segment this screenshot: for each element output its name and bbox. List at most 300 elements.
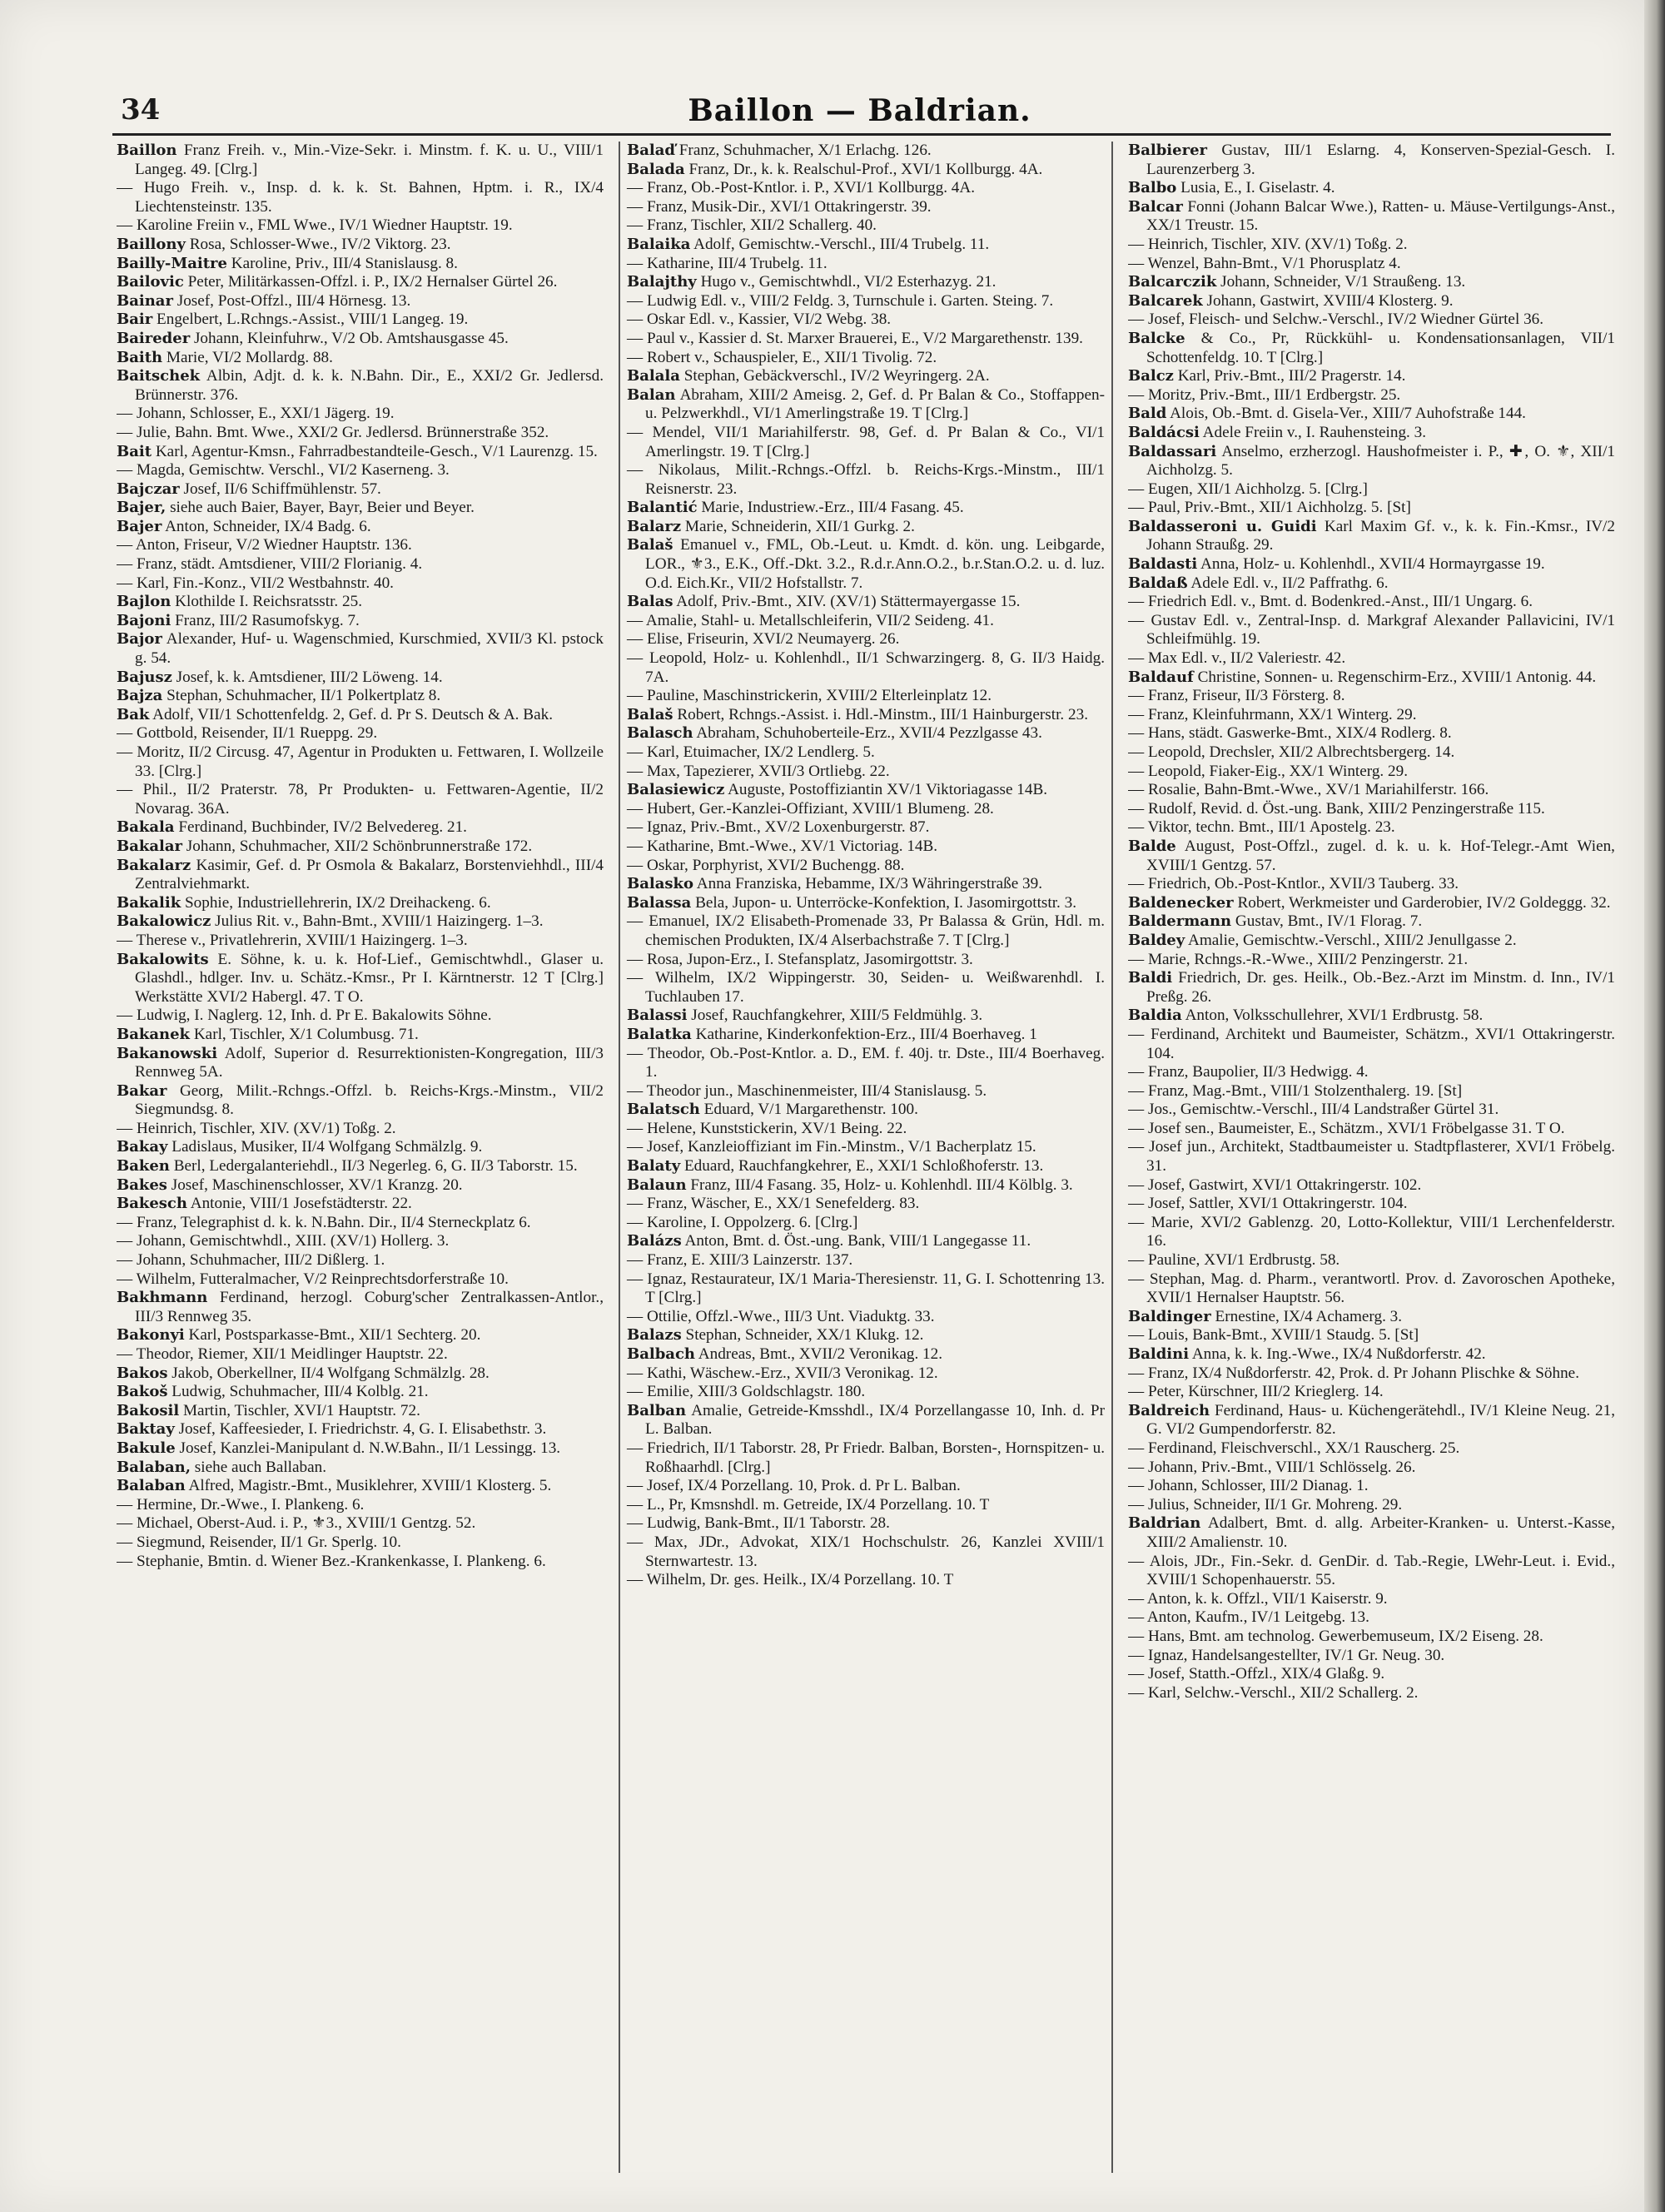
directory-entry [1128, 838, 1615, 875]
entry-details: — Rosa, Jupon-Erz., I. Stefansplatz, Jasomirgottstr. 3. [627, 950, 973, 968]
directory-entry [117, 593, 604, 612]
directory-entry [627, 349, 1105, 368]
entry-surname: Balaď [627, 142, 675, 159]
directory-entry [117, 443, 604, 462]
entry-surname: Bakalarz [117, 856, 191, 874]
directory-entry [1128, 518, 1615, 555]
entry-details: — Max, JDr., Advokat, XIX/1 Hochschulstr. 26, Kanzlei XVIII/1 Sternwartestr. 13. [627, 1533, 1105, 1570]
directory-entry [117, 574, 604, 594]
entry-surname: Bakanowski [117, 1044, 218, 1062]
entry-details: — Pauline, XVI/1 Erdbrustg. 58. [1128, 1251, 1340, 1270]
directory-entry [627, 800, 1105, 819]
directory-entry [627, 1120, 1105, 1139]
directory-entry [1128, 1496, 1615, 1515]
entry-details: Friedrich, Dr. ges. Heilk., Ob.-Bez.-Arzt im Minstm. d. Inn., IV/1 Preßg. 26. [1146, 969, 1615, 1006]
entry-details: — Josef, Fleisch- und Selchw.-Verschl., IV/2 Wiedner Gürtel 36. [1128, 311, 1544, 329]
header-rule [112, 133, 1611, 136]
entry-details: — Alois, JDr., Fin.-Sekr. d. GenDir. d. Tab.-Regie, LWehr-Leut. i. Evid., XVIII/1 Schopenhauerstr. 55. [1128, 1552, 1615, 1589]
entry-details: — Hugo Freih. v., Insp. d. k. k. St. Bahnen, Hptm. i. R., IX/4 Liechtensteinstr. 135. [117, 179, 604, 216]
entry-details: Lusia, E., I. Giselastr. 4. [1180, 179, 1335, 197]
entry-details: Amalie, Gemischtw.-Verschl., XIII/2 Jenullgasse 2. [1187, 931, 1517, 949]
entry-details: siehe auch Baier, Bayer, Bayr, Beier und Beyer. [170, 499, 475, 517]
entry-details: — Johann, Gemischtwhdl., XIII. (XV/1) Hollerg. 3. [117, 1232, 450, 1250]
entry-surname: Balaš [627, 705, 673, 723]
entry-details: Stephan, Gebäckverschl., IV/2 Weyringerg. 2A. [683, 367, 990, 385]
directory-entry [117, 894, 604, 913]
directory-entry [1128, 593, 1615, 612]
entry-details: — Karoline Freiin v., FML Wwe., IV/1 Wiedner Hauptstr. 19. [117, 216, 513, 235]
directory-entry [1128, 311, 1615, 330]
directory-entry [1128, 912, 1615, 932]
entry-details: — Magda, Gemischtw. Verschl., VI/2 Kaserneng. 3. [117, 461, 450, 480]
entry-details: Karl, Tischler, X/1 Columbusg. 71. [193, 1025, 419, 1043]
entry-details: Ladislaus, Musiker, II/4 Wolfgang Schmälzlg. 9. [171, 1138, 483, 1156]
entry-details: — Robert v., Schauspieler, E., XII/1 Tivolig. 72. [627, 348, 937, 366]
page-header [121, 93, 1598, 135]
directory-entry [117, 1270, 604, 1290]
directory-entry [117, 1026, 604, 1045]
entry-details: — Eugen, XII/1 Aichholzg. 5. [Clrg.] [1128, 480, 1368, 498]
directory-entry [627, 1496, 1105, 1515]
directory-entry [1128, 1007, 1615, 1026]
directory-entry [117, 1402, 604, 1421]
directory-entry [1128, 1477, 1615, 1496]
directory-entry [627, 367, 1105, 386]
entry-details: — Anton, k. k. Offzl., VII/1 Kaiserstr. 9. [1128, 1589, 1388, 1608]
entry-details: Ferdinand, Haus- u. Küchengerätehdl., IV/1 Kleine Neug. 21, G. VI/2 Gumpendorferstr. 82. [1146, 1401, 1615, 1439]
directory-entry [1128, 499, 1615, 518]
directory-entry [1128, 1590, 1615, 1609]
directory-entry [117, 349, 604, 368]
entry-details: — Marie, Rchngs.-R.-Wwe., XIII/2 Penzingerstr. 21. [1128, 950, 1469, 968]
entry-details: Anton, Bmt. d. Öst.-ung. Bank, VIII/1 Langegasse 11. [684, 1232, 1031, 1250]
entry-details: Klothilde I. Reichsratsstr. 25. [175, 593, 363, 611]
directory-entry [627, 292, 1105, 311]
directory-entry [117, 518, 604, 537]
entry-details: Abraham, XIII/2 Ameisg. 2, Gef. d. Pr Balan & Co., Stoffappen- u. Pelzwerkhdl., VI/1 Amerlingstraße 19. T [Clrg.] [645, 385, 1105, 423]
directory-entry [627, 499, 1105, 518]
entry-details: — Paul v., Kassier d. St. Marxer Brauerei, E., V/2 Margarethenstr. 139. [627, 329, 1083, 347]
entry-details: Adele Edl. v., II/2 Paffrathg. 6. [1190, 574, 1389, 592]
entry-surname: Baken [117, 1157, 170, 1176]
directory-entry [1128, 1308, 1615, 1327]
directory-entry [627, 649, 1105, 687]
entry-details: — Hans, städt. Gaswerke-Bmt., XIX/4 Rodlerg. 8. [1128, 724, 1452, 743]
entry-details: & Co., Pr, Rückkühl- u. Kondensationsanlagen, VII/1 Schottenfeldg. 10. T [Clrg.] [1146, 329, 1615, 366]
entry-details: — Julie, Bahn. Bmt. Wwe., XXI/2 Gr. Jedlersd. Brünnerstraße 352. [117, 423, 549, 441]
entry-details: — Franz, Tischler, XII/2 Schallerg. 40. [627, 216, 877, 235]
entry-details: Alfred, Magistr.-Bmt., Musiklehrer, XVIII/1 Klosterg. 5. [188, 1477, 552, 1495]
entry-details: — Jos., Gemischtw.-Verschl., III/4 Landstraßer Gürtel 31. [1128, 1101, 1499, 1119]
entry-details: — Emanuel, IX/2 Elisabeth-Promenade 33, Pr Balassa & Grün, Hdl. m. chemischen Produkten, IX/4 Alserbachstraße 7. T [Clrg.] [627, 912, 1105, 949]
entry-details: — Theodor, Ob.-Post-Kntlor. a. D., EM. f. 40j. tr. Dste., III/4 Boerhaveg. 1. [627, 1044, 1105, 1081]
entry-details: — Moritz, II/2 Circusg. 47, Agentur in Produkten u. Fettwaren, I. Wollzeile 33. [Clrg.] [117, 743, 604, 780]
entry-details: — Ferdinand, Architekt und Baumeister, Schätzm., XVI/1 Ottakringerstr. 104. [1128, 1025, 1615, 1062]
directory-entry [627, 724, 1105, 743]
directory-entry [1128, 1402, 1615, 1439]
directory-entry [1128, 255, 1615, 274]
entry-surname: Balbach [627, 1345, 696, 1363]
entry-surname: Bakes [117, 1176, 167, 1194]
entry-details: Sophie, Industriellehrerin, IX/2 Dreihackeng. 6. [184, 893, 491, 912]
entry-details: — Wilhelm, Dr. ges. Heilk., IX/4 Porzellang. 10. T [627, 1571, 954, 1589]
entry-surname: Balada [627, 160, 685, 178]
directory-entry [627, 1308, 1105, 1327]
entry-details: Josef, Post-Offzl., III/4 Hörnesg. 13. [176, 291, 411, 310]
directory-entry [1128, 405, 1615, 424]
entry-details: Adolf, Superior d. Resurrektionisten-Kongregation, III/3 Rennweg 5A. [135, 1044, 604, 1081]
entry-surname: Balban [627, 1401, 687, 1419]
directory-entry [1128, 1063, 1615, 1082]
directory-entry [1128, 1628, 1615, 1647]
entry-surname: Balaban, [117, 1458, 191, 1476]
directory-entry [1128, 743, 1615, 763]
entry-details: — Johann, Schuhmacher, III/2 Dißlerg. 1. [117, 1251, 385, 1270]
entry-details: — Rosalie, Bahn-Bmt.-Wwe., XV/1 Mariahilferstr. 166. [1128, 781, 1489, 799]
entry-surname: Baldasti [1128, 555, 1198, 574]
directory-entry [627, 743, 1105, 763]
directory-entry [1128, 875, 1615, 894]
directory-entry [1128, 1439, 1615, 1459]
entry-details: Georg, Milit.-Rchngs.-Offzl. b. Reichs-Krgs.-Minstm., VII/2 Siegmundsg. 8. [135, 1081, 604, 1119]
directory-entry [1128, 142, 1615, 179]
entry-surname: Baldaß [1128, 574, 1188, 592]
entry-details: Josef, Rauchfangkehrer, XIII/5 Feldmühlg. 3. [691, 1007, 983, 1025]
directory-entry [117, 1120, 604, 1139]
entry-details: Hugo v., Gemischtwhdl., VI/2 Esterhazyg. 21. [700, 273, 997, 291]
entry-surname: Bak [117, 705, 150, 723]
directory-entry [117, 1439, 604, 1459]
entry-details: — Siegmund, Reisender, II/1 Gr. Sperlg. 10. [117, 1533, 401, 1551]
entry-details: Fonni (Johann Balcar Wwe.), Ratten- u. Mäuse-Vertilgungs-Anst., XX/1 Treustr. 15. [1146, 197, 1615, 235]
entry-details: Kasimir, Gef. d. Pr Osmola & Bakalarz, Borstenviehhdl., III/4 Zentralviehmarkt. [135, 856, 604, 893]
entry-details: — Ignaz, Priv.-Bmt., XV/2 Loxenburgerstr. 87. [627, 818, 930, 837]
entry-surname: Baillony [117, 235, 186, 253]
entry-surname: Bajczar [117, 480, 180, 498]
entry-details: — Ottilie, Offzl.-Wwe., III/3 Unt. Viaduktg. 33. [627, 1307, 935, 1325]
entry-details: Ferdinand, Buchbinder, IV/2 Belvedereg. 21. [178, 818, 467, 837]
entry-details: — Rudolf, Revid. d. Öst.-ung. Bank, XIII/2 Penzingerstraße 115. [1128, 799, 1545, 818]
directory-entry [627, 1195, 1105, 1214]
directory-entry [117, 1383, 604, 1402]
entry-details: — Wenzel, Bahn-Bmt., V/1 Phorusplatz 4. [1128, 254, 1401, 272]
entry-surname: Balaban [117, 1477, 186, 1495]
entry-details: — Emilie, XIII/3 Goldschlagstr. 180. [627, 1383, 866, 1401]
directory-entry [1128, 1345, 1615, 1364]
directory-entry [117, 1214, 604, 1233]
directory-entry [627, 1101, 1105, 1120]
entry-details: Gustav, III/1 Eslarng. 4, Konserven-Spezial-Gesch. I. Laurenzerberg 3. [1146, 142, 1615, 178]
directory-entry [1128, 1176, 1615, 1195]
directory-entry [1128, 894, 1615, 913]
entry-details: Robert, Rchngs.-Assist. i. Hdl.-Minstm., III/1 Hainburgerstr. 23. [677, 705, 1089, 723]
entry-details: Julius Rit. v., Bahn-Bmt., XVIII/1 Haizingerg. 1–3. [215, 912, 544, 931]
entry-surname: Bakesch [117, 1195, 187, 1213]
directory-entry [117, 255, 604, 274]
entry-details: — Franz, IX/4 Nußdorferstr. 42, Prok. d. Pr Johann Plischke & Söhne. [1128, 1364, 1579, 1382]
directory-entry [627, 857, 1105, 876]
directory-entry [627, 536, 1105, 593]
directory-entry [1128, 574, 1615, 594]
directory-entry [1128, 1195, 1615, 1214]
directory-entry [1128, 763, 1615, 782]
entry-details: Anna Franziska, Hebamme, IX/3 Währingerstraße 39. [696, 875, 1042, 893]
directory-entry [117, 424, 604, 443]
entry-surname: Bakosil [117, 1401, 180, 1419]
entry-details: — Franz, Wäscher, E., XX/1 Senefelderg. 83. [627, 1195, 920, 1213]
entry-details: — Franz, Mag.-Bmt., VIII/1 Stolzenthalerg. 19. [St] [1128, 1081, 1463, 1100]
entry-details: — Franz, Friseur, II/3 Försterg. 8. [1128, 687, 1345, 705]
entry-details: — Amalie, Stahl- u. Metallschleiferin, VII/2 Seideng. 41. [627, 611, 994, 629]
directory-column-middle [619, 142, 1113, 2173]
directory-entry [117, 1477, 604, 1496]
entry-surname: Bailly-Maitre [117, 254, 227, 272]
entry-surname: Baireder [117, 329, 191, 347]
directory-entry [117, 311, 604, 330]
entry-details: Anton, Schneider, IX/4 Badg. 6. [165, 517, 371, 535]
entry-surname: Bailovic [117, 273, 184, 291]
entry-details: Josef, II/6 Schiffmühlenstr. 57. [183, 480, 381, 498]
directory-entry [627, 461, 1105, 499]
entry-details: Marie, VI/2 Mollardg. 88. [166, 348, 333, 366]
directory-entry [117, 951, 604, 1007]
directory-entry [117, 669, 604, 688]
entry-surname: Balcke [1128, 329, 1185, 347]
entry-surname: Baldinger [1128, 1307, 1211, 1325]
directory-entry [627, 630, 1105, 649]
entry-details: — Oskar Edl. v., Kassier, VI/2 Webg. 38. [627, 311, 892, 329]
entry-surname: Bajlon [117, 593, 171, 611]
directory-entry [117, 1514, 604, 1533]
entry-details: Anselmo, erzherzogl. Haushofmeister i. P., ✚, O. ⚜, XII/1 Aichholzg. 5. [1146, 442, 1615, 480]
entry-details: — Franz, Musik-Dir., XVI/1 Ottakringerstr. 39. [627, 197, 932, 216]
directory-entry [117, 724, 604, 743]
entry-details: — Franz, Ob.-Post-Kntlor. i. P., XVI/1 Kollburgg. 4A. [627, 179, 976, 197]
entry-details: Amalie, Getreide-Kmsshdl., IX/4 Porzellangasse 10, Inh. d. Pr L. Balban. [645, 1401, 1105, 1439]
entry-surname: Balde [1128, 837, 1176, 855]
entry-details: siehe auch Ballaban. [194, 1458, 327, 1476]
directory-columns [117, 142, 1615, 2173]
directory-entry [627, 875, 1105, 894]
entry-details: — Anton, Friseur, V/2 Wiedner Hauptstr. 136. [117, 536, 412, 554]
entry-details: — Nikolaus, Milit.-Rchngs.-Offzl. b. Reichs-Krgs.-Minstm., III/1 Reisnerstr. 23. [627, 461, 1105, 498]
entry-details: Johann, Kleinfuhrw., V/2 Ob. Amtshausgasse 45. [193, 329, 509, 347]
entry-details: Franz, III/4 Fasang. 35, Holz- u. Kohlenhdl. III/4 Kölblg. 3. [690, 1176, 1073, 1194]
entry-surname: Balassa [627, 893, 692, 912]
entry-details: — Michael, Oberst-Aud. i. P., ⚜3., XVIII/1 Gentzg. 52. [117, 1514, 476, 1533]
directory-entry [117, 1496, 604, 1515]
directory-column-left [117, 142, 604, 2173]
page-number: 34 [121, 93, 161, 127]
directory-entry [117, 1345, 604, 1364]
entry-details: Marie, Schneiderin, XII/1 Gurkg. 2. [684, 517, 915, 535]
entry-details: Albin, Adjt. d. k. k. N.Bahn. Dir., E., XXI/2 Gr. Jedlersd. Brünnerstr. 376. [135, 367, 604, 404]
entry-details: — Franz, städt. Amtsdiener, VIII/2 Florianig. 4. [117, 555, 423, 574]
entry-details: — Josef, IX/4 Porzellang. 10, Prok. d. Pr L. Balban. [627, 1477, 961, 1495]
directory-entry [627, 1439, 1105, 1477]
directory-entry [627, 912, 1105, 950]
directory-entry [627, 838, 1105, 857]
directory-entry [117, 1326, 604, 1345]
entry-details: Rosa, Schlosser-Wwe., IV/2 Viktorg. 23. [189, 235, 451, 253]
directory-entry [117, 932, 604, 951]
entry-surname: Balbierer [1128, 142, 1208, 159]
directory-entry [1128, 198, 1615, 236]
entry-details: — Hermine, Dr.-Wwe., I. Plankeng. 6. [117, 1495, 365, 1514]
directory-entry [627, 894, 1105, 913]
entry-details: Karoline, Priv., III/4 Stanislausg. 8. [231, 254, 458, 272]
entry-surname: Balan [627, 385, 676, 404]
directory-entry [1128, 179, 1615, 198]
directory-entry [627, 1402, 1105, 1439]
entry-surname: Baldey [1128, 931, 1185, 949]
entry-details: — Ludwig, I. Naglerg. 12, Inh. d. Pr E. Bakalowits Söhne. [117, 1007, 492, 1025]
entry-surname: Balbo [1128, 179, 1177, 197]
entry-details: Josef, k. k. Amtsdiener, III/2 Löweng. 14. [176, 668, 443, 686]
entry-details: — Paul, Priv.-Bmt., XII/1 Aichholzg. 5. [St] [1128, 499, 1411, 517]
entry-surname: Balasch [627, 724, 693, 743]
entry-details: Adele Freiin v., I. Rauhensteing. 3. [1202, 423, 1427, 441]
entry-details: — Kathi, Wäschew.-Erz., XVII/3 Veronikag. 12. [627, 1364, 938, 1382]
entry-surname: Balala [627, 367, 680, 385]
entry-surname: Balcz [1128, 367, 1174, 385]
directory-entry [117, 1232, 604, 1251]
entry-details: Anton, Volksschullehrer, XVI/1 Erdbrustg. 58. [1185, 1007, 1484, 1025]
entry-details: Bela, Jupon- u. Unterröcke-Konfektion, I. Jasomirgottstr. 3. [695, 893, 1077, 912]
directory-entry [1128, 818, 1615, 838]
entry-details: — Josef, Gastwirt, XVI/1 Ottakringerstr. 102. [1128, 1176, 1422, 1194]
directory-entry [627, 951, 1105, 970]
entry-details: — Anton, Kaufm., IV/1 Leitgebg. 13. [1128, 1608, 1369, 1627]
entry-surname: Balaty [627, 1157, 681, 1176]
entry-details: — Ferdinand, Fleischverschl., XX/1 Rauscherg. 25. [1128, 1439, 1460, 1457]
entry-details: — Friedrich Edl. v., Bmt. d. Bodenkred.-Anst., III/1 Ungarg. 6. [1128, 593, 1533, 611]
entry-details: — Friedrich, Ob.-Post-Kntlor., XVII/3 Tauberg. 33. [1128, 875, 1459, 893]
entry-details: Marie, Industriew.-Erz., III/4 Fasang. 45. [701, 499, 964, 517]
directory-entry [627, 1082, 1105, 1101]
directory-entry [1128, 1214, 1615, 1251]
directory-entry [1128, 1665, 1615, 1684]
directory-entry [1128, 649, 1615, 669]
entry-surname: Balázs [627, 1232, 682, 1250]
directory-entry [1128, 273, 1615, 292]
entry-details: — Helene, Kunststickerin, XV/1 Being. 22. [627, 1119, 907, 1137]
entry-surname: Balcar [1128, 197, 1183, 216]
entry-details: — Karl, Fin.-Konz., VII/2 Westbahnstr. 40. [117, 574, 394, 592]
entry-surname: Bakule [117, 1439, 176, 1457]
entry-details: Adolf, Gemischtw.-Verschl., III/4 Trubelg. 11. [693, 235, 990, 253]
entry-details: — Karl, Selchw.-Verschl., XII/2 Schallerg. 2. [1128, 1683, 1419, 1702]
directory-entry [627, 255, 1105, 274]
directory-entry [1128, 932, 1615, 951]
directory-entry [1128, 1514, 1615, 1552]
entry-surname: Baldassari [1128, 442, 1217, 460]
directory-entry [627, 236, 1105, 255]
directory-entry [1128, 724, 1615, 743]
entry-details: — Mendel, VII/1 Mariahilferstr. 98, Gef. d. Pr Balan & Co., VI/1 Amerlingstr. 19. T [Clrg.] [627, 423, 1105, 460]
directory-entry [1128, 330, 1615, 367]
entry-details: Emanuel v., FML, Ob.-Leut. u. Kmdt. d. kön. ung. Leibgarde, LOR., ⚜3., E.K., Off.-Dkt. 3.2., R.d.r.Ann.O.2., b.r.Stan.O.2. u. d. luz. O.d. Eich.Kr., VII/2 Hofstallstr. 7. [645, 536, 1105, 592]
entry-details: Karl, Priv.-Bmt., III/2 Pragerstr. 14. [1177, 367, 1406, 385]
entry-surname: Baldia [1128, 1007, 1182, 1025]
entry-surname: Balaun [627, 1176, 687, 1194]
entry-details: Eduard, Rauchfangkehrer, E., XXI/1 Schloßhoferstr. 13. [683, 1157, 1044, 1176]
directory-entry [627, 273, 1105, 292]
directory-entry [117, 179, 604, 216]
directory-entry [1128, 687, 1615, 706]
entry-details: — Gustav Edl. v., Zentral-Insp. d. Markgraf Alexander Pallavicini, IV/1 Schleifmühlg. 19. [1128, 611, 1615, 649]
entry-surname: Bakalowicz [117, 912, 211, 931]
entry-surname: Balantić [627, 499, 698, 517]
entry-surname: Balas [627, 593, 673, 611]
directory-entry [117, 857, 604, 894]
directory-entry [627, 593, 1105, 612]
directory-entry [1128, 1459, 1615, 1478]
directory-entry [117, 1420, 604, 1439]
directory-entry [117, 499, 604, 518]
directory-entry [627, 142, 1105, 161]
entry-details: — Johann, Schlosser, III/2 Dianag. 1. [1128, 1477, 1369, 1495]
directory-entry [1128, 480, 1615, 500]
directory-entry [1128, 1684, 1615, 1703]
directory-entry [627, 424, 1105, 461]
directory-entry [1128, 1553, 1615, 1590]
directory-entry [627, 1533, 1105, 1571]
entry-details: — Josef, Statth.-Offzl., XIX/4 Glaßg. 9. [1128, 1665, 1385, 1683]
directory-entry [117, 1138, 604, 1157]
directory-entry [1128, 1383, 1615, 1402]
directory-entry [1128, 386, 1615, 405]
entry-details: — Ignaz, Handelsangestellter, IV/1 Gr. Neug. 30. [1128, 1646, 1445, 1664]
entry-surname: Baith [117, 348, 163, 366]
entry-surname: Bakay [117, 1138, 168, 1156]
directory-entry [117, 1195, 604, 1214]
entry-details: Johann, Gastwirt, XVIII/4 Klosterg. 9. [1206, 291, 1454, 310]
entry-details: Adolf, VII/1 Schottenfeldg. 2, Gef. d. Pr S. Deutsch & A. Bak. [152, 705, 553, 723]
directory-entry [117, 1007, 604, 1026]
directory-entry [627, 781, 1105, 800]
entry-surname: Balasko [627, 875, 693, 893]
entry-details: Eduard, V/1 Margarethenstr. 100. [703, 1101, 918, 1119]
directory-entry [627, 969, 1105, 1007]
directory-entry [627, 1045, 1105, 1082]
directory-entry [117, 1533, 604, 1553]
directory-entry [117, 1176, 604, 1195]
directory-entry [627, 1326, 1105, 1345]
entry-details: Josef, Kaffeesieder, I. Friedrichstr. 4, G. I. Elisabethstr. 3. [178, 1420, 547, 1439]
directory-entry [1128, 1251, 1615, 1270]
directory-entry [627, 198, 1105, 217]
entry-surname: Bakala [117, 818, 175, 837]
directory-entry [117, 555, 604, 574]
entry-details: Abraham, Schuhoberteile-Erz., XVII/4 Pezzlgasse 43. [696, 724, 1042, 743]
directory-entry [627, 1364, 1105, 1384]
entry-details: — Josef jun., Architekt, Stadtbaumeister u. Stadtpflasterer, XVI/1 Fröbelg. 31. [1128, 1138, 1615, 1176]
entry-details: Josef, Maschinenschlosser, XV/1 Kranzg. 20. [171, 1176, 463, 1194]
directory-entry [117, 687, 604, 706]
entry-details: Franz, III/2 Rasumofskyg. 7. [175, 611, 360, 629]
entry-details: Auguste, Postoffiziantin XV/1 Viktoriagasse 14B. [728, 781, 1048, 799]
entry-details: — Ignaz, Restaurateur, IX/1 Maria-Theresienstr. 11, G. I. Schottenring 13. T [Clrg.] [627, 1270, 1105, 1307]
directory-entry [117, 781, 604, 818]
directory-entry [117, 818, 604, 838]
directory-entry [627, 1007, 1105, 1026]
directory-entry [117, 612, 604, 631]
entry-details: Anna, Holz- u. Kohlenhdl., XVII/4 Hormayrgasse 19. [1200, 555, 1545, 574]
entry-details: — Johann, Schlosser, E., XXI/1 Jägerg. 19. [117, 405, 395, 423]
entry-details: — Therese v., Privatlehrerin, XVIII/1 Haizingerg. 1–3. [117, 931, 468, 949]
directory-entry [117, 912, 604, 932]
